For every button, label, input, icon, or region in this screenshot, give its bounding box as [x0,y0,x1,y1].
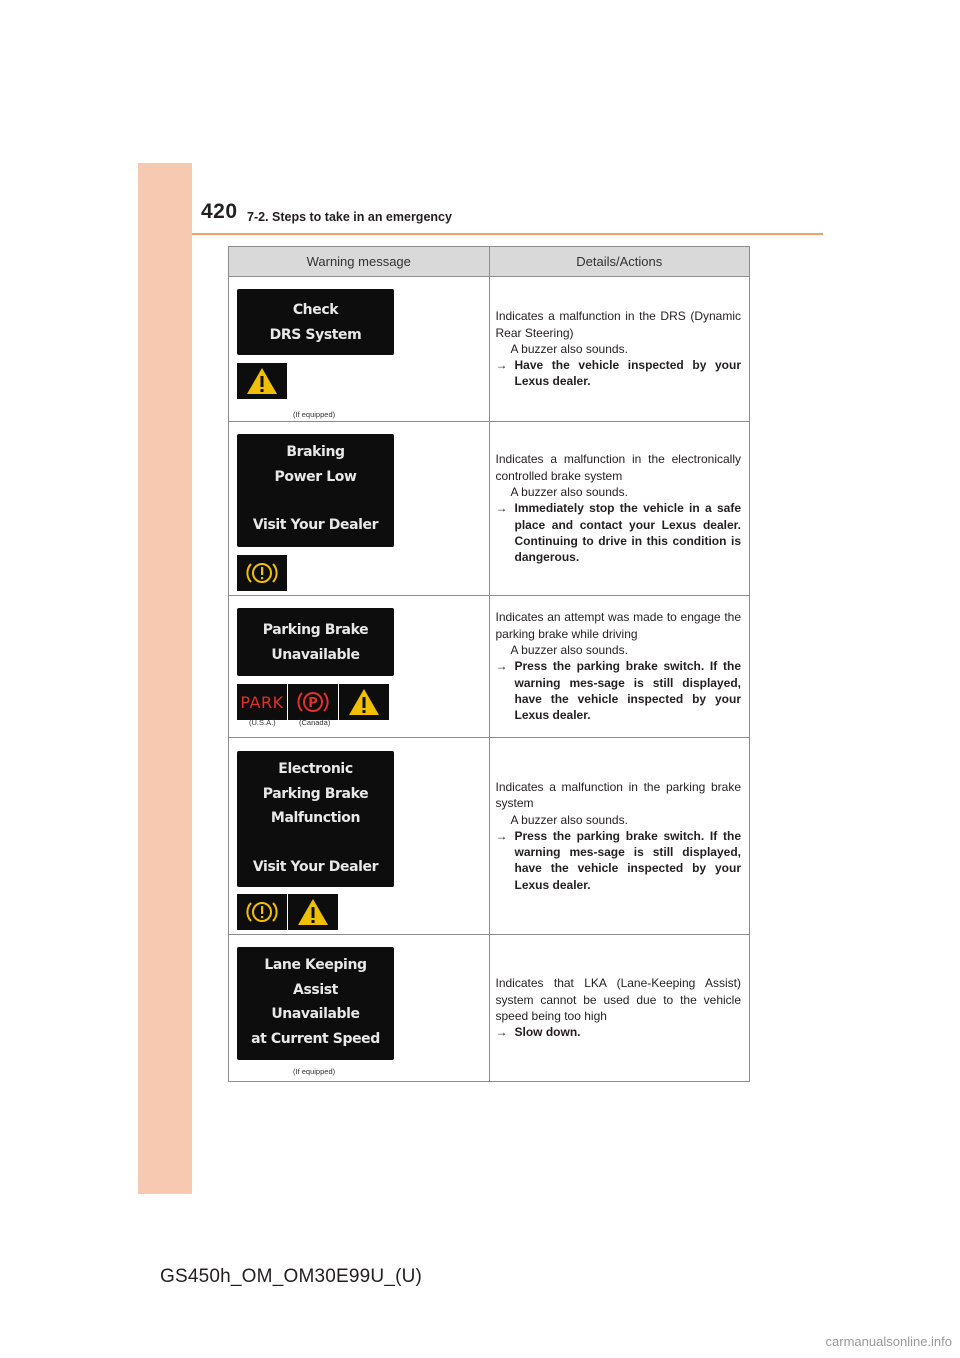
section-title: 7-2. Steps to take in an emergency [247,210,452,224]
column-header-warning-message: Warning message [229,247,490,277]
display-screen [237,947,394,1060]
table-row [229,422,750,596]
watermark: carmanualsonline.info [825,1334,952,1349]
arrow-icon: → [495,659,508,674]
screen-line: Power Low [274,468,357,485]
screen-line: DRS System [269,326,362,343]
warning-image-cell [229,935,490,1082]
screen-line: Assist [293,981,338,998]
warning-image-cell [229,277,490,422]
canada-note: (Canada) [299,718,331,727]
action-text: → Have the vehicle inspected by your Lexus dealer. [495,358,741,389]
action-text: → Slow down. [495,1025,581,1040]
arrow-icon: → [495,1025,508,1040]
screen-line: Unavailable [271,1006,360,1022]
screen-line: Lane Keeping [264,957,367,973]
brake-warning-icon [237,555,287,591]
action-text: → Immediately stop the vehicle in a safe place and contact your Lexus dealer. Continuing to drive in this condition is dangerous. [495,501,741,565]
description-text: Indicates a malfunction in the DRS (Dynamic Rear Steering) [495,309,741,340]
indicator-icons [237,363,489,399]
warning-image-cell [229,596,490,738]
warning-triangle-icon [288,894,338,930]
arrow-icon: → [495,828,508,843]
action-text: → Press the parking brake switch. If the warning mes-sage is still displayed, have the vehicle inspected by your Lexus dealer. [495,659,741,723]
description-text: Indicates that LKA (Lane-Keeping Assist) system cannot be used due to the vehicle speed being too high [495,976,741,1023]
table-row [229,738,750,935]
page-number: 420 [201,200,238,223]
display-screen [237,289,394,355]
screen-line: Parking Brake [262,622,369,638]
display-screen [237,434,394,547]
details-cell [489,596,750,738]
details-cell [489,935,750,1082]
arrow-icon: → [495,501,508,516]
screen-line: Visit Your Dealer [252,517,379,533]
details-cell [489,738,750,935]
description-text: Indicates a malfunction in the electronically controlled brake system [495,452,741,483]
buzzer-note: A buzzer also sounds. [510,341,628,356]
screen-line: Unavailable [271,646,360,663]
parking-brake-p-icon [288,684,338,720]
screen-line: Malfunction [270,810,361,826]
table-row [229,935,750,1082]
screen-line: Electronic [278,761,353,777]
buzzer-note: A buzzer also sounds. [510,643,628,658]
action-text: → Press the parking brake switch. If the warning mes-sage is still displayed, have the vehicle inspected by your Lexus dealer. [495,828,741,892]
warning-triangle-icon [339,684,389,720]
column-header-details-actions: Details/Actions [489,247,750,277]
arrow-icon: → [495,358,508,373]
indicator-icons [237,555,489,591]
screen-line: Braking [286,444,345,460]
svg-text:P: P [308,696,318,711]
screen-line: Parking Brake [262,785,369,802]
indicator-icons [237,684,489,720]
park-label: PARK [240,692,284,712]
screen-line: at Current Speed [251,1030,380,1047]
header-rule [192,233,823,235]
indicator-icons [237,894,489,930]
if-equipped-note: (If equipped) [293,1067,336,1076]
park-brake-icon [237,684,287,720]
buzzer-note: A buzzer also sounds. [510,485,628,500]
display-screen [237,751,394,887]
table-header-row [229,247,750,277]
warning-image-cell [229,422,490,596]
document-code: GS450h_OM_OM30E99U_(U) [160,1266,423,1287]
screen-line: Visit Your Dealer [252,858,379,875]
table-row [229,596,750,738]
details-cell [489,422,750,596]
warning-image-cell [229,738,490,935]
warning-table [228,246,750,1082]
if-equipped-note: (If equipped) [293,410,336,419]
screen-line: Check [292,302,339,318]
brake-warning-icon [237,894,287,930]
description-text: Indicates a malfunction in the parking brake system [495,779,741,811]
chapter-sidebar-tab [138,163,192,1194]
display-screen [237,608,394,676]
description-text: Indicates an attempt was made to engage the parking brake while driving [495,610,741,641]
table-row [229,277,750,422]
buzzer-note: A buzzer also sounds. [510,812,628,827]
details-cell [489,277,750,422]
usa-note: (U.S.A.) [249,718,276,727]
warning-triangle-icon [237,363,287,399]
